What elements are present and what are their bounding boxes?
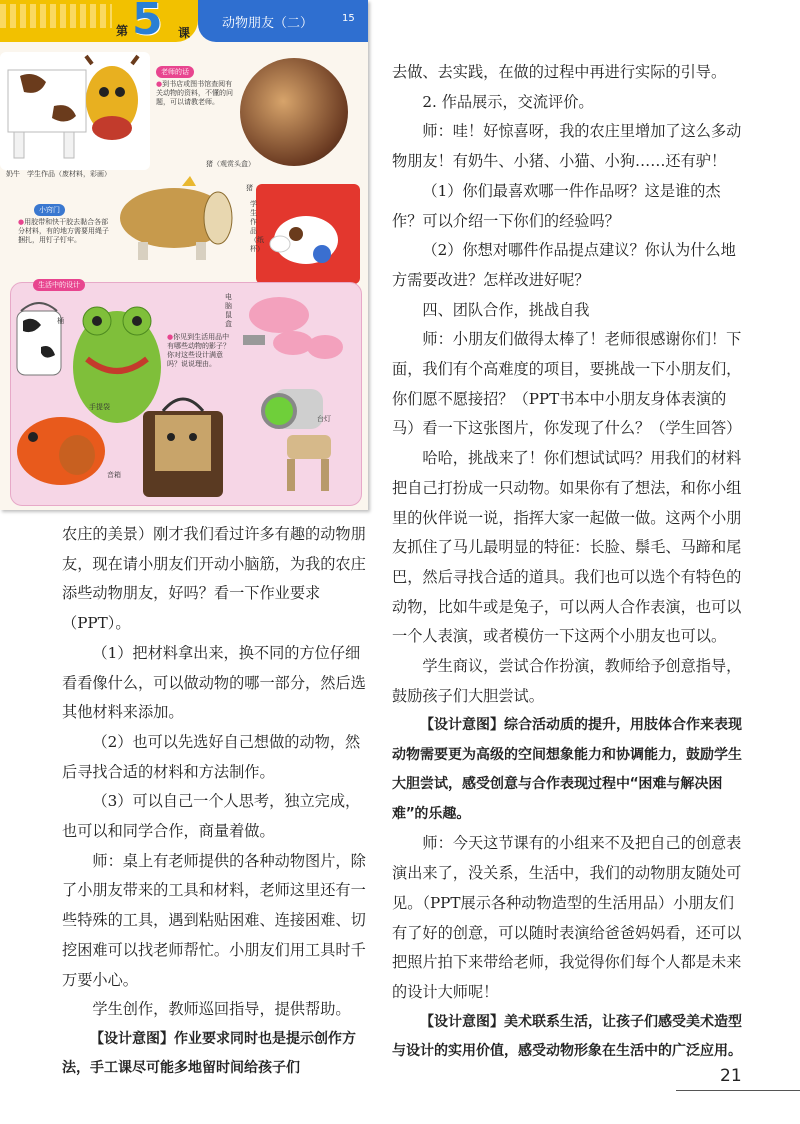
teacher-note: ●到书店或图书馆查阅有关动物的资料，不懂的问题，可以请教老师。 (156, 80, 233, 106)
textbook-page-image (0, 0, 368, 510)
design-intent-paragraph: 【设计意图】作业要求同时也是提示创作方法，手工课尽可能多地留时间给孩子们 (62, 1030, 356, 1077)
cow-caption: 奶牛 学生作品（废材料，彩画） (6, 170, 111, 178)
paragraph: （1）你们最喜欢哪一件作品呀？这是谁的杰作？可以介绍一下你们的经验吗？ (392, 181, 721, 230)
mouse-box-label: 电脑鼠盒 (225, 293, 232, 328)
speaker-label: 音箱 (107, 471, 121, 479)
lesson-prefix: 第 (116, 24, 129, 38)
design-in-life-tag: 生活中的设计 (33, 279, 85, 291)
paragraph: 农庄的美景）刚才我们看过许多有趣的动物朋友，现在请小朋友们开动小脑筋，为我的农庄添些动物朋友，好吗？看一下作业要求（PPT）。 (62, 525, 366, 633)
pig-can-artwork-photo (112, 172, 242, 264)
cup-pig-side-caption: 学生作品（纸杯） (250, 200, 264, 253)
lesson-title: 动物朋友（二） (222, 16, 314, 31)
children-group-photo (240, 58, 348, 166)
paragraph: 学生创作，教师巡回指导，提供帮助。 (92, 1000, 351, 1019)
lesson-header (0, 0, 368, 45)
paragraph: 去做、去实践，在做的过程中再进行实际的引导。 (392, 63, 727, 81)
lamp-label: 台灯 (317, 415, 331, 423)
bucket-label: 桶 (57, 317, 64, 325)
handbag-label: 手提袋 (89, 403, 110, 411)
design-in-life-panel (10, 282, 362, 506)
cup-pig-caption: 猪 (246, 184, 253, 192)
paragraph: （1）把材料拿出来，换不同的方位仔细看看像什么，可以做动物的哪一部分，然后选其他材料来添加。 (62, 643, 366, 722)
paragraph: 师：桌上有老师提供的各种动物图片，除了小朋友带来的工具和材料，老师这里还有一些特殊的工具，遇到粘贴困难、连接困难、切挖困难可以找老师帮忙。小朋友们用工具时千万要小心。 (62, 851, 366, 989)
right-column (392, 58, 744, 1067)
lesson-number: 5 (132, 0, 163, 45)
tip-tag: 小窍门 (34, 204, 65, 216)
paragraph: （2）你想对哪件作品提点建议？你认为什么地方需要改进？怎样改进好呢？ (392, 241, 736, 289)
handbag-photo (133, 391, 233, 501)
paragraph: 学生商议，尝试合作扮演，教师给予创意指导，鼓励孩子们大胆尝试。 (392, 657, 742, 705)
section-item: 2. 作品展示，交流评价。 (422, 92, 594, 111)
paragraph: （3）可以自己一个人思考，独立完成，也可以和同学合作，商量着做。 (62, 792, 361, 841)
paragraph: 师：小朋友们做得太棒了！老师很感谢你们！下面，我们有个高难度的项目，要挑战一下小朋友们，你们愿不愿接招？（PPT书本中小朋友身体表演的马）看一下这张图片，你发现了什么？（学生回答） (392, 330, 742, 438)
paragraph: （2）也可以先选好自己想做的动物，然后寻找合适的材料和方法制作。 (62, 732, 361, 781)
teacher-note-tag: 老师的话 (156, 66, 194, 78)
dog-lamp-photo (247, 375, 347, 499)
textbook-page-number: 15 (342, 13, 355, 24)
cow-artwork-photo (0, 52, 150, 170)
tip-note: ●用胶带和快干胶去黏合各部分材料，有的地方需要用绳子捆扎，用钉子钉牢。 (18, 218, 109, 244)
page-number-rule (676, 1090, 800, 1091)
design-intent-paragraph: 【设计意图】综合活动质的提升，用肢体合作来表现动物需要更为高级的空间想象能力和协调能力，鼓励学生大胆尝试，感受创意与合作表现过程中“困难与解决困难”的乐趣。 (392, 717, 742, 822)
design-intent-paragraph: 【设计意图】美术联系生活，让孩子们感受美术造型与设计的实用价值，感受动物形象在生活中的广泛应用。 (392, 1013, 742, 1060)
pig-speaker-photo (13, 411, 109, 491)
pig-mouse-photo (239, 291, 349, 371)
design-question: ●你见到生活用品中有哪些动物的影子？你对这些设计满意吗？说说理由。 (167, 333, 230, 368)
lesson-suffix: 课 (178, 26, 191, 40)
pig-caption: 猪（观赏头盒） (206, 160, 255, 168)
paragraph: 哈哈，挑战来了！你们想试试吗？用我们的材料把自己打扮成一只动物。如果你有了想法，和你小组里的伙伴说一说，指挥大家一起做一做。这两个小朋友抓住了马儿最明显的特征：长脸、鬃毛、马蹄和尾巴，然后寻找合适的道具。我们也可以选个有特色的动物，比如牛或是兔子，可以两人合作表演，也可以一个人表演，或者模仿一下这两个小朋友也可以。 (392, 449, 742, 646)
page-number: 21 (720, 1066, 742, 1086)
paragraph: 师：哇！好惊喜呀，我的农庄里增加了这么多动物朋友！有奶牛、小猪、小猫、小狗……还有驴！ (392, 122, 742, 171)
section-heading: 四、团队合作，挑战自我 (422, 300, 590, 319)
cup-pig-artwork-photo (256, 184, 360, 284)
paragraph: 师：今天这节课有的小组来不及把自己的创意表演出来了，没关系，生活中，我们的动物朋友随处可见。（PPT展示各种动物造型的生活用品）小朋友们有了好的创意，可以随时表演给爸爸妈妈看，还可以把照片拍下来带给老师，我觉得你们每个人都是未来的设计大师呢！ (392, 834, 742, 1001)
cow-bucket-photo (11, 297, 73, 381)
left-column (62, 520, 367, 1084)
